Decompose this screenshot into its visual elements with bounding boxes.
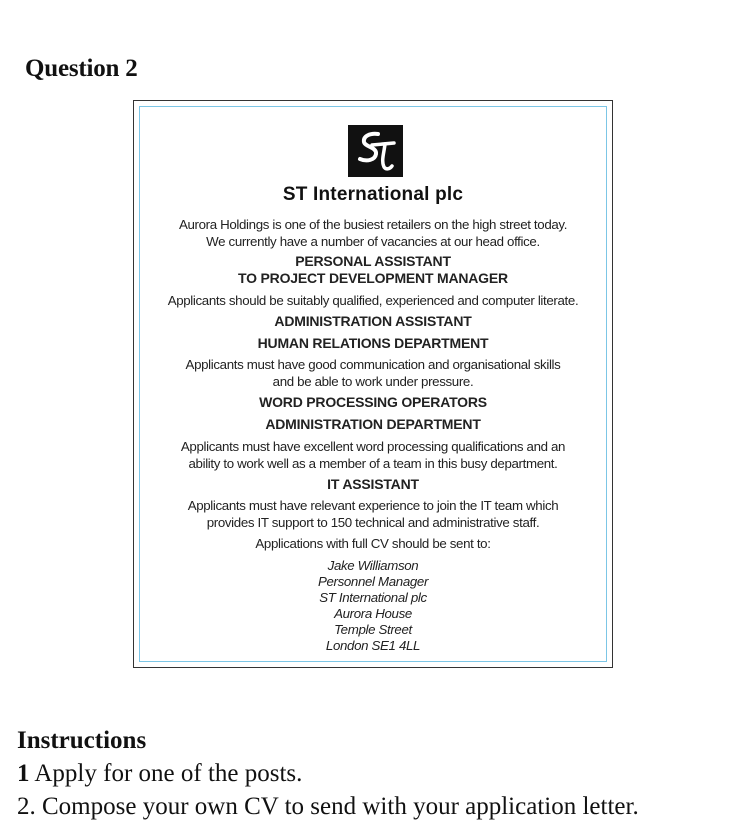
post4-title-line: IT ASSISTANT — [327, 476, 419, 492]
post4-description-line-1: Applicants must have relevant experience to join the IT team which — [187, 498, 559, 513]
company-logo — [348, 125, 403, 177]
job-advertisement — [133, 100, 613, 668]
post2-description-line-1: Applicants must have good communication and organisational skills — [185, 357, 561, 372]
post3-description — [140, 438, 606, 472]
post2-department-line: HUMAN RELATIONS DEPARTMENT — [257, 335, 489, 351]
post2-description — [140, 356, 606, 390]
instruction-item-2: 2. Compose your own CV to send with your application letter. — [17, 793, 639, 820]
st-monogram-icon — [348, 125, 403, 177]
application-instruction — [140, 535, 606, 552]
post3-department — [140, 416, 606, 433]
intro-text — [140, 216, 606, 250]
post3-description-line-2: ability to work well as a member of a team in this busy department. — [188, 456, 558, 471]
post3-title-line: WORD PROCESSING OPERATORS — [259, 394, 487, 410]
address-line-position: Personnel Manager — [317, 574, 429, 589]
post1-title-line-2: TO PROJECT DEVELOPMENT MANAGER — [238, 270, 508, 286]
instruction-item-1-number: 1 — [17, 760, 30, 787]
advertisement-inner-border — [139, 106, 607, 662]
post1-title-line-1: PERSONAL ASSISTANT — [295, 253, 451, 269]
post3-description-line-1: Applicants must have excellent word processing qualifications and an — [180, 439, 566, 454]
post1-title — [140, 253, 606, 287]
post1-description — [140, 292, 606, 309]
post3-department-line: ADMINISTRATION DEPARTMENT — [265, 416, 481, 432]
instructions-title: Instructions — [17, 727, 147, 754]
post4-title — [140, 476, 606, 493]
address-line-city: London SE1 4LL — [325, 638, 421, 653]
address-line-building: Aurora House — [334, 606, 412, 621]
address-line-company: ST International plc — [319, 590, 427, 605]
post4-description-line-2: provides IT support to 150 technical and administrative staff. — [206, 515, 540, 530]
instruction-item-1-text: Apply for one of the posts. — [29, 760, 303, 787]
intro-line-1: Aurora Holdings is one of the busiest retailers on the high street today. — [178, 217, 568, 232]
post1-description-line: Applicants should be suitably qualified, experienced and computer literate. — [167, 293, 579, 308]
post2-title — [140, 313, 606, 330]
instruction-item-1 — [17, 760, 302, 788]
post2-description-line-2: and be able to work under pressure. — [272, 374, 474, 389]
address-line-name: Jake Williamson — [327, 558, 419, 573]
post2-title-line: ADMINISTRATION ASSISTANT — [274, 313, 472, 329]
post3-title — [140, 394, 606, 411]
question-title: Question 2 — [25, 55, 138, 82]
intro-line-2: We currently have a number of vacancies at our head office. — [206, 234, 540, 249]
application-instruction-line: Applications with full CV should be sent to: — [255, 536, 491, 551]
company-name: ST International plc — [282, 184, 464, 205]
post4-description — [140, 497, 606, 531]
post2-department — [140, 335, 606, 352]
contact-address — [140, 558, 606, 654]
address-line-street: Temple Street — [334, 622, 412, 637]
